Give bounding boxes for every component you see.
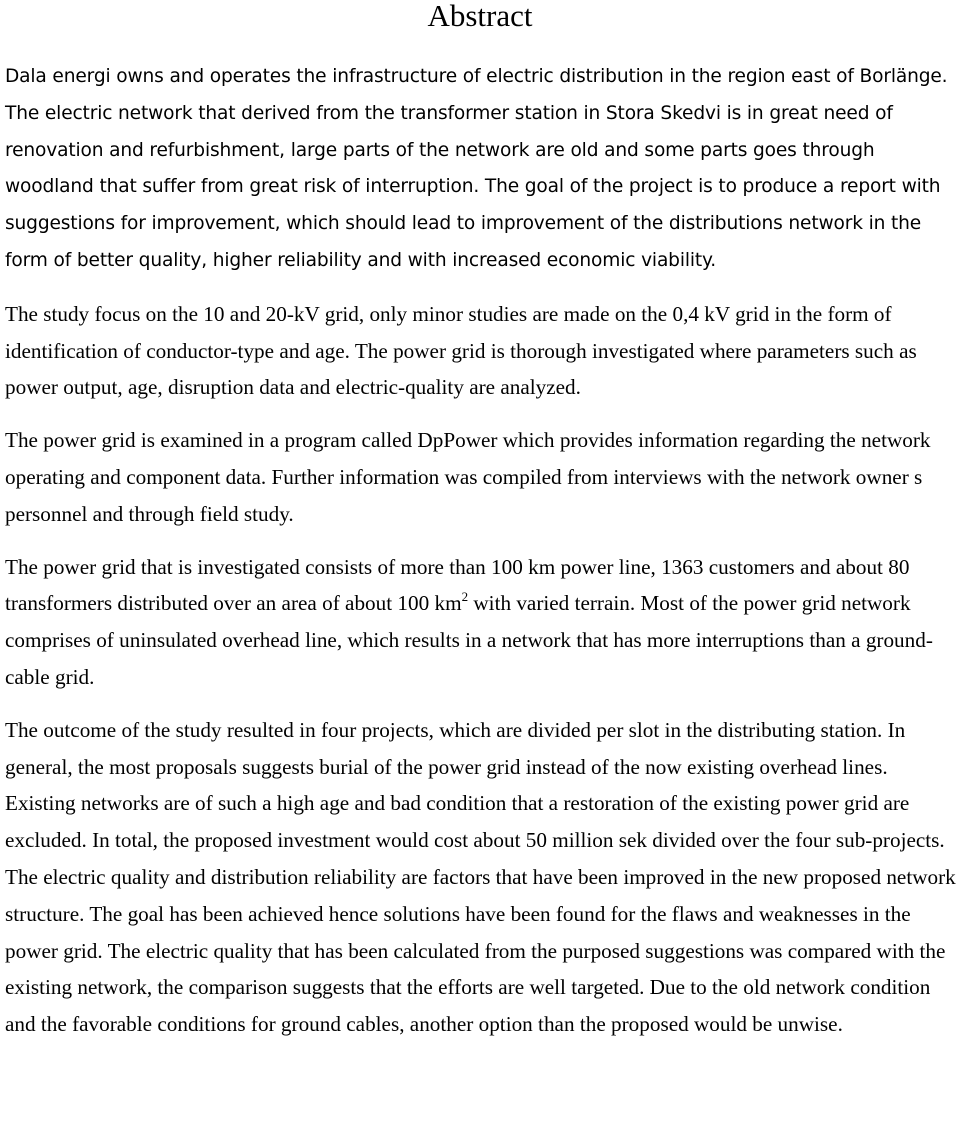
paragraph-3: The power grid is examined in a program called DpPower which provides information regarding the network operating and component data. Further information was compiled from interviews with the network owner s personnel and through field study.	[5, 428, 931, 526]
superscript-two: 2	[461, 589, 469, 605]
paragraph-2: The study focus on the 10 and 20-kV grid, only minor studies are made on the 0,4 kV grid in the form of identification of conductor-type and age. The power grid is thorough investigated where parameters such as power output, age, disruption data and electric-quality are analyzed.	[5, 301, 917, 400]
page-title: Abstract	[427, 0, 533, 33]
paragraph-5: The outcome of the study resulted in four projects, which are divided per slot in the distributing station. In general, the most proposals suggests burial of the power grid instead of the now existing overhead lines. Existing networks are of such a high age and bad condition that a restoration of the existing power grid are excluded. In total, the proposed investment would cost about 50 million sek divided over the four sub-projects. The electric quality and distribution reliability are factors that have been improved in the new proposed network structure. The goal has been achieved hence solutions have been found for the flaws and weaknesses in the power grid. The electric quality that has been calculated from the purposed suggestions was compared with the existing network, the comparison suggests that the efforts are well targeted. Due to the old network condition and the favorable conditions for ground cables, another option than the proposed would be unwise.	[5, 717, 956, 1037]
paragraph-4-text-a: The power grid that is investigated consists of more than 100 km power line, 1363 customers and about 80 transformers distributed over an area of about 100 km	[5, 554, 910, 616]
paragraph-4-text-b: with varied terrain. Most of the power grid network comprises of uninsulated overhead line, which results in a network that has more interruptions than a ground-cable grid.	[5, 591, 933, 689]
paragraph-1: Dala energi owns and operates the infrastructure of electric distribution in the region east of Borlänge. The electric network that derived from the transformer station in Stora Skedvi is in great need of renovation and refurbishment, large parts of the network are old and some parts goes through woodland that suffer from great risk of interruption. The goal of the project is to produce a report with suggestions for improvement, which should lead to improvement of the distributions network in the form of better quality, higher reliability and with increased economic viability.	[5, 66, 948, 271]
abstract-body	[5, 59, 956, 1059]
paragraph-4	[5, 549, 956, 696]
